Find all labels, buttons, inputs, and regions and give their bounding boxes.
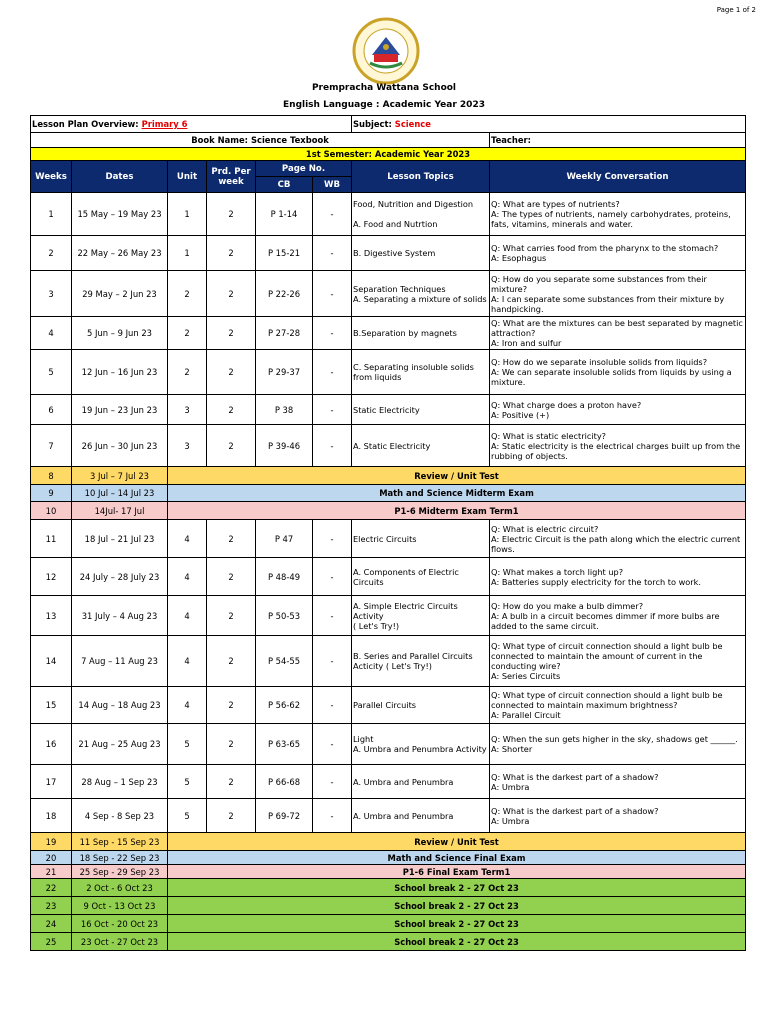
unit-cell: 4 — [168, 636, 207, 687]
dates-cell: 9 Oct - 13 Oct 23 — [72, 897, 168, 915]
cb-page-cell: P 54-55 — [256, 636, 313, 687]
topic-line: Static Electricity — [353, 404, 420, 415]
lesson-topic-cell — [352, 425, 490, 467]
question-line: Q: How do you separate some substances from their mixture? — [491, 273, 707, 294]
week-cell: 22 — [31, 879, 72, 897]
question-line: Q: What is electric circuit? — [491, 523, 599, 534]
dates-cell: 25 Sep - 29 Sep 23 — [72, 865, 168, 879]
cb-page-cell: P 22-26 — [256, 271, 313, 317]
lesson-row — [31, 395, 746, 425]
prd-cell: 2 — [207, 236, 256, 271]
unit-cell: 2 — [168, 317, 207, 350]
header-wb: WB — [313, 177, 352, 193]
dates-cell: 10 Jul – 14 Jul 23 — [72, 485, 168, 502]
answer-line: A: Umbra — [491, 815, 530, 826]
book-name: Book Name: Science Texbook — [31, 133, 490, 148]
semester-title: 1st Semester: Academic Year 2023 — [31, 148, 746, 161]
week-cell: 8 — [31, 467, 72, 485]
lesson-row — [31, 520, 746, 558]
week-cell: 14 — [31, 636, 72, 687]
wb-page-cell: - — [313, 799, 352, 833]
answer-line: A: Static electricity is the electrical charges built up from the rubbing of objects. — [491, 440, 741, 461]
dates-cell: 14Jul- 17 Jul — [72, 502, 168, 520]
week-cell: 25 — [31, 933, 72, 951]
question-line: Q: When the sun gets higher in the sky, shadows get ______. — [491, 734, 738, 744]
prd-cell: 2 — [207, 395, 256, 425]
prd-cell: 2 — [207, 558, 256, 596]
week-cell: 15 — [31, 687, 72, 724]
unit-cell: 2 — [168, 271, 207, 317]
unit-cell: 1 — [168, 193, 207, 236]
subject-value: Science — [394, 119, 431, 129]
wb-page-cell: - — [313, 425, 352, 467]
event-label: P1-6 Final Exam Term1 — [168, 865, 746, 879]
question-line: Q: What is the darkest part of a shadow? — [491, 805, 659, 816]
wb-page-cell: - — [313, 236, 352, 271]
lesson-topic-cell — [352, 799, 490, 833]
topic-line: A. Separating a mixture of solids — [353, 293, 487, 304]
cb-page-cell: P 1-14 — [256, 193, 313, 236]
lesson-plan-table — [30, 115, 746, 951]
cb-page-cell: P 48-49 — [256, 558, 313, 596]
event-row — [31, 933, 746, 951]
prd-cell: 2 — [207, 425, 256, 467]
week-cell: 2 — [31, 236, 72, 271]
teacher-label: Teacher: — [490, 133, 746, 148]
header-prd: Prd. Per week — [207, 161, 256, 193]
conversation-cell — [490, 395, 746, 425]
dates-cell: 11 Sep - 15 Sep 23 — [72, 833, 168, 851]
header-cb: CB — [256, 177, 313, 193]
prd-cell: 2 — [207, 687, 256, 724]
dates-cell: 22 May – 26 May 23 — [72, 236, 168, 271]
wb-page-cell: - — [313, 596, 352, 636]
lesson-row — [31, 799, 746, 833]
dates-cell: 14 Aug – 18 Aug 23 — [72, 687, 168, 724]
week-cell: 5 — [31, 350, 72, 395]
conversation-cell — [490, 520, 746, 558]
prd-cell: 2 — [207, 799, 256, 833]
document-subtitle: English Language : Academic Year 2023 — [283, 100, 485, 110]
wb-page-cell: - — [313, 636, 352, 687]
dates-cell: 3 Jul – 7 Jul 23 — [72, 467, 168, 485]
topic-line: B. Series and Parallel Circuits Acticity ( Let's Try!) — [353, 651, 473, 671]
week-cell: 7 — [31, 425, 72, 467]
lesson-row — [31, 596, 746, 636]
overview-value: Primary 6 — [141, 119, 188, 129]
week-cell: 1 — [31, 193, 72, 236]
lesson-topic-cell — [352, 636, 490, 687]
question-line: Q: What is static electricity? — [491, 430, 607, 441]
wb-page-cell: - — [313, 271, 352, 317]
overview-cell — [31, 116, 352, 133]
unit-cell: 5 — [168, 799, 207, 833]
topic-line: Electric Circuits — [353, 533, 417, 544]
unit-cell: 4 — [168, 687, 207, 724]
lesson-topic-cell — [352, 765, 490, 799]
lesson-topic-cell — [352, 724, 490, 765]
cb-page-cell: P 27-28 — [256, 317, 313, 350]
answer-line: A: I can separate some substances from their mixture by handpicking. — [491, 293, 725, 314]
event-row — [31, 467, 746, 485]
question-line: Q: How do we separate insoluble solids from liquids? — [491, 357, 708, 367]
lesson-topic-cell — [352, 596, 490, 636]
topic-line: Parallel Circuits — [353, 700, 417, 710]
answer-line: A: We can separate insoluble solids from liquids by using a mixture. — [491, 367, 732, 387]
event-row — [31, 833, 746, 851]
lesson-topic-cell — [352, 271, 490, 317]
conversation-cell — [490, 193, 746, 236]
dates-cell: 16 Oct - 20 Oct 23 — [72, 915, 168, 933]
topic-line: B. Digestive System — [353, 248, 436, 258]
wb-page-cell: - — [313, 520, 352, 558]
prd-cell: 2 — [207, 765, 256, 799]
lesson-topic-cell — [352, 395, 490, 425]
lesson-topic-cell — [352, 317, 490, 350]
lesson-topic-cell — [352, 687, 490, 724]
lesson-topic-cell — [352, 193, 490, 236]
lesson-row — [31, 271, 746, 317]
answer-line: A: Series Circuits — [491, 671, 561, 681]
event-label: School break 2 - 27 Oct 23 — [168, 879, 746, 897]
question-line: Q: What type of circuit connection should a light bulb be connected to maintain maximum brightness? — [491, 690, 723, 710]
week-cell: 12 — [31, 558, 72, 596]
event-label: Math and Science Final Exam — [168, 851, 746, 865]
lesson-row — [31, 724, 746, 765]
cb-page-cell: P 56-62 — [256, 687, 313, 724]
dates-cell: 24 July – 28 July 23 — [72, 558, 168, 596]
prd-cell: 2 — [207, 271, 256, 317]
wb-page-cell: - — [313, 395, 352, 425]
header-unit: Unit — [168, 161, 207, 193]
conversation-cell — [490, 236, 746, 271]
question-line: Q: What are types of nutrients? — [491, 199, 620, 209]
unit-cell: 3 — [168, 425, 207, 467]
cb-page-cell: P 15-21 — [256, 236, 313, 271]
unit-cell: 2 — [168, 350, 207, 395]
cb-page-cell: P 50-53 — [256, 596, 313, 636]
wb-page-cell: - — [313, 687, 352, 724]
week-cell: 20 — [31, 851, 72, 865]
week-cell: 24 — [31, 915, 72, 933]
cb-page-cell: P 69-72 — [256, 799, 313, 833]
event-label: School break 2 - 27 Oct 23 — [168, 915, 746, 933]
unit-cell: 4 — [168, 558, 207, 596]
week-cell: 3 — [31, 271, 72, 317]
school-seal-logo — [352, 17, 420, 85]
conversation-cell — [490, 596, 746, 636]
dates-cell: 5 Jun – 9 Jun 23 — [72, 317, 168, 350]
lesson-topic-cell — [352, 350, 490, 395]
topic-line: A. Umbra and Penumbra — [353, 810, 454, 821]
cb-page-cell: P 63-65 — [256, 724, 313, 765]
question-line: Q: What carries food from the pharynx to the stomach? — [491, 243, 719, 253]
conversation-cell — [490, 765, 746, 799]
event-row — [31, 485, 746, 502]
topic-line: A. Food and Nutrtion — [353, 219, 438, 229]
week-cell: 9 — [31, 485, 72, 502]
lesson-topic-cell — [352, 558, 490, 596]
header-conversation: Weekly Conversation — [490, 161, 746, 193]
event-row — [31, 851, 746, 865]
week-cell: 6 — [31, 395, 72, 425]
week-cell: 23 — [31, 897, 72, 915]
dates-cell: 4 Sep - 8 Sep 23 — [72, 799, 168, 833]
dates-cell: 29 May – 2 Jun 23 — [72, 271, 168, 317]
subject-cell — [352, 116, 746, 133]
school-name: Prempracha Wattana School — [311, 83, 457, 93]
subject-label: Subject: — [353, 119, 392, 129]
conversation-cell — [490, 317, 746, 350]
event-label: School break 2 - 27 Oct 23 — [168, 897, 746, 915]
topic-line: C. Separating insoluble solids from liquids — [353, 362, 474, 382]
event-row — [31, 879, 746, 897]
conversation-cell — [490, 558, 746, 596]
dates-cell: 28 Aug – 1 Sep 23 — [72, 765, 168, 799]
dates-cell: 2 Oct - 6 Oct 23 — [72, 879, 168, 897]
event-row — [31, 915, 746, 933]
answer-line: A: Iron and sulfur — [491, 338, 562, 348]
unit-cell: 5 — [168, 765, 207, 799]
lesson-topic-cell — [352, 236, 490, 271]
week-cell: 10 — [31, 502, 72, 520]
wb-page-cell: - — [313, 765, 352, 799]
lesson-row — [31, 193, 746, 236]
event-row — [31, 865, 746, 879]
prd-cell: 2 — [207, 350, 256, 395]
lesson-row — [31, 558, 746, 596]
unit-cell: 3 — [168, 395, 207, 425]
event-label: P1-6 Midterm Exam Term1 — [168, 502, 746, 520]
prd-cell: 2 — [207, 317, 256, 350]
lesson-row — [31, 687, 746, 724]
week-cell: 19 — [31, 833, 72, 851]
lesson-row — [31, 765, 746, 799]
dates-cell: 15 May – 19 May 23 — [72, 193, 168, 236]
header-topics: Lesson Topics — [352, 161, 490, 193]
topic-line: B.Separation by magnets — [353, 328, 457, 338]
dates-cell: 23 Oct - 27 Oct 23 — [72, 933, 168, 951]
dates-cell: 19 Jun – 23 Jun 23 — [72, 395, 168, 425]
event-label: Review / Unit Test — [168, 467, 746, 485]
dates-cell: 26 Jun – 30 Jun 23 — [72, 425, 168, 467]
question-line: Q: What charge does a proton have? — [491, 399, 642, 410]
conversation-cell — [490, 350, 746, 395]
event-row — [31, 502, 746, 520]
wb-page-cell: - — [313, 558, 352, 596]
answer-line: A: Electric Circuit is the path along which the electric current flows. — [491, 533, 741, 554]
answer-line: A: Shorter — [491, 744, 533, 754]
header-dates: Dates — [72, 161, 168, 193]
wb-page-cell: - — [313, 317, 352, 350]
page-number: Page 1 of 2 — [716, 6, 756, 14]
wb-page-cell: - — [313, 193, 352, 236]
week-cell: 18 — [31, 799, 72, 833]
topic-line: A. Umbra and Penumbra Activity — [353, 744, 487, 754]
event-label: Math and Science Midterm Exam — [168, 485, 746, 502]
dates-cell: 31 July – 4 Aug 23 — [72, 596, 168, 636]
conversation-cell — [490, 636, 746, 687]
header-weeks: Weeks — [31, 161, 72, 193]
prd-cell: 2 — [207, 520, 256, 558]
lesson-row — [31, 425, 746, 467]
unit-cell: 5 — [168, 724, 207, 765]
week-cell: 16 — [31, 724, 72, 765]
cb-page-cell: P 66-68 — [256, 765, 313, 799]
topic-line: Food, Nutrition and Digestion — [353, 199, 474, 209]
dates-cell: 21 Aug – 25 Aug 23 — [72, 724, 168, 765]
answer-line: A: Batteries supply electricity for the torch to work. — [491, 576, 702, 587]
event-row — [31, 897, 746, 915]
topic-line: ( Let's Try!) — [353, 620, 400, 631]
question-line: Q: What is the darkest part of a shadow? — [491, 771, 659, 782]
topic-line — [353, 209, 488, 219]
lesson-row — [31, 350, 746, 395]
week-cell: 13 — [31, 596, 72, 636]
lesson-row — [31, 236, 746, 271]
prd-cell: 2 — [207, 636, 256, 687]
header-page-no: Page No. — [256, 161, 352, 177]
question-line: Q: How do you make a bulb dimmer? — [491, 600, 644, 611]
answer-line: A: Umbra — [491, 781, 530, 792]
dates-cell: 18 Jul – 21 Jul 23 — [72, 520, 168, 558]
wb-page-cell: - — [313, 724, 352, 765]
unit-cell: 4 — [168, 596, 207, 636]
event-label: Review / Unit Test — [168, 833, 746, 851]
cb-page-cell: P 39-46 — [256, 425, 313, 467]
answer-line: A: A bulb in a circuit becomes dimmer if more bulbs are added to the same circuit. — [491, 610, 720, 631]
question-line: Q: What type of circuit connection should a light bulb be connected to maintain the amount of current in the conducting wire? — [491, 641, 723, 671]
topic-line: A. Umbra and Penumbra — [353, 776, 454, 787]
answer-line: A: Parallel Circuit — [491, 710, 561, 720]
topic-line: Separation Techniques — [353, 283, 446, 294]
conversation-cell — [490, 271, 746, 317]
lesson-row — [31, 636, 746, 687]
question-line: Q: What are the mixtures can be best separated by magnetic attraction? — [491, 318, 743, 338]
dates-cell: 18 Sep - 22 Sep 23 — [72, 851, 168, 865]
overview-label: Lesson Plan Overview: — [32, 119, 139, 129]
event-label: School break 2 - 27 Oct 23 — [168, 933, 746, 951]
wb-page-cell: - — [313, 350, 352, 395]
conversation-cell — [490, 687, 746, 724]
cb-page-cell: P 47 — [256, 520, 313, 558]
conversation-cell — [490, 799, 746, 833]
prd-cell: 2 — [207, 193, 256, 236]
topic-line: Light — [353, 734, 374, 744]
lesson-topic-cell — [352, 520, 490, 558]
answer-line: A: Esophagus — [491, 253, 547, 263]
answer-line: A: The types of nutrients, namely carbohydrates, proteins, fats, vitamins, minerals and water. — [491, 209, 731, 229]
conversation-cell — [490, 425, 746, 467]
week-cell: 17 — [31, 765, 72, 799]
topic-line: A. Static Electricity — [353, 440, 431, 451]
week-cell: 4 — [31, 317, 72, 350]
unit-cell: 1 — [168, 236, 207, 271]
cb-page-cell: P 29-37 — [256, 350, 313, 395]
topic-line: A. Simple Electric Circuits Activity — [353, 600, 458, 621]
conversation-cell — [490, 724, 746, 765]
lesson-row — [31, 317, 746, 350]
prd-cell: 2 — [207, 724, 256, 765]
unit-cell: 4 — [168, 520, 207, 558]
answer-line: A: Positive (+) — [491, 409, 550, 420]
dates-cell: 7 Aug – 11 Aug 23 — [72, 636, 168, 687]
week-cell: 11 — [31, 520, 72, 558]
dates-cell: 12 Jun – 16 Jun 23 — [72, 350, 168, 395]
week-cell: 21 — [31, 865, 72, 879]
prd-cell: 2 — [207, 596, 256, 636]
question-line: Q: What makes a torch light up? — [491, 566, 624, 577]
topic-line: A. Components of Electric Circuits — [353, 566, 459, 587]
cb-page-cell: P 38 — [256, 395, 313, 425]
